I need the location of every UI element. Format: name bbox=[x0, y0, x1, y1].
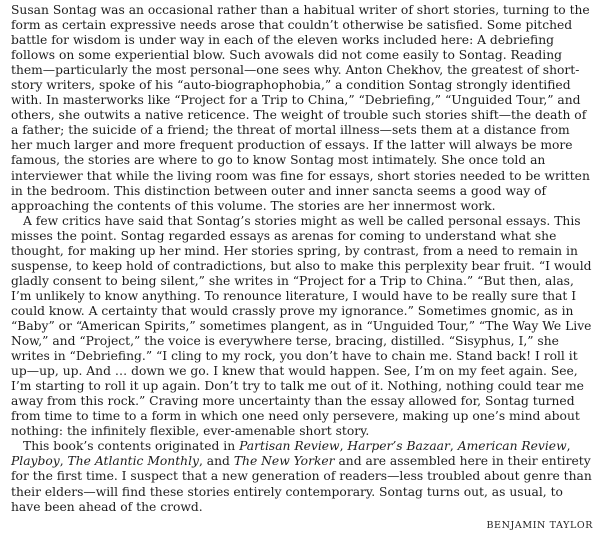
paragraph-p1 bbox=[11, 3, 593, 214]
italic-title: The New Yorker bbox=[233, 454, 335, 469]
paragraph-p2 bbox=[11, 214, 593, 440]
author-signature: BENJAMIN TAYLOR bbox=[486, 520, 593, 531]
paragraph-p3 bbox=[11, 439, 593, 514]
text-run: , bbox=[339, 439, 348, 454]
text-run: , bbox=[449, 439, 458, 454]
text-run: , and bbox=[198, 454, 234, 469]
italic-title: The Atlantic Monthly bbox=[67, 454, 199, 469]
italic-title: American Review bbox=[457, 439, 567, 454]
body-text bbox=[11, 3, 593, 515]
text-run: This book’s contents originated in bbox=[23, 439, 240, 454]
italic-title: Playboy bbox=[11, 454, 60, 469]
document-page bbox=[11, 3, 593, 531]
text-run: and are assembled here in their entirety for the first time. I suspect that a new generation of readers—less troubled about genre than their elders—will find these stories entirely contemporary. Sontag turns out, as usual, to have been ahead of the crowd. bbox=[11, 454, 592, 514]
text-run: , bbox=[59, 454, 68, 469]
text-run: A few critics have said that Sontag’s stories might as well be called personal essays. This misses the point. Sontag regarded essays as arenas for coming to understand what she thought, for making up her mind. Her stories spring, by contrast, from a need to remain in suspense, to keep hold of contradictions, but also to make this perplexity bear fruit. “I would gladly consent to being silent,” she writes in “Project for a Trip to China.” “But then, alas, I’m unlikely to know anything. To renounce literature, I would have to be really sure that I could know. A certainty that would crassly prove my ignorance.” Sometimes gnomic, as in “Baby” or “American Spirits,” sometimes plangent, as in “Unguided Tour,” “The Way We Live Now,” and “Project,” the voice is everywhere terse, bracing, distilled. “Sisyphus, I,” she writes in “Debriefing.” “I cling to my rock, you don’t have to chain me. Stand back! I roll it up—up, up. And … down we go. I knew that would happen. See, I’m on my feet again. See, I’m starting to roll it up again. Don’t try to talk me out of it. Nothing, nothing could tear me away from this rock.” Craving more uncertainty than the essay allowed for, Sontag turned from time to time to a form in which one need only persevere, making up one’s mind about nothing: the infinitely flexible, ever-amenable short story. bbox=[11, 213, 592, 439]
italic-title: Harper’s Bazaar bbox=[347, 439, 450, 454]
text-run: , bbox=[566, 439, 571, 454]
text-run: Susan Sontag was an occasional rather than a habitual writer of short stories, turning to the form as certain expressive needs arose that couldn’t otherwise be satisfied. Some pitched battle for wisdom is under way in each of the eleven works included here: A debriefing follows on some experiential blow. Such avowals did not come easily to Sontag. Reading them—particularly the most personal—one sees why. Anton Chekhov, the greatest of short-story writers, spoke of his “auto-biographophobia,” a condition Sontag strongly identified with. In masterworks like “Project for a Trip to China,” “Debriefing,” “Unguided Tour,” and others, she outwits a native reticence. The weight of trouble such stories shift—the death of a father; the suicide of a friend; the threat of mortal illness—sets them at a distance from her much larger and more frequent production of essays. If the latter will always be more famous, the stories are where to go to know Sontag most intimately. She once told an interviewer that while the living room was fine for essays, short stories needed to be written in the bedroom. This distinction between outer and inner sancta seems a good way of approaching the contents of this volume. The stories are her innermost work. bbox=[11, 3, 590, 213]
italic-title: Partisan Review bbox=[239, 439, 340, 454]
